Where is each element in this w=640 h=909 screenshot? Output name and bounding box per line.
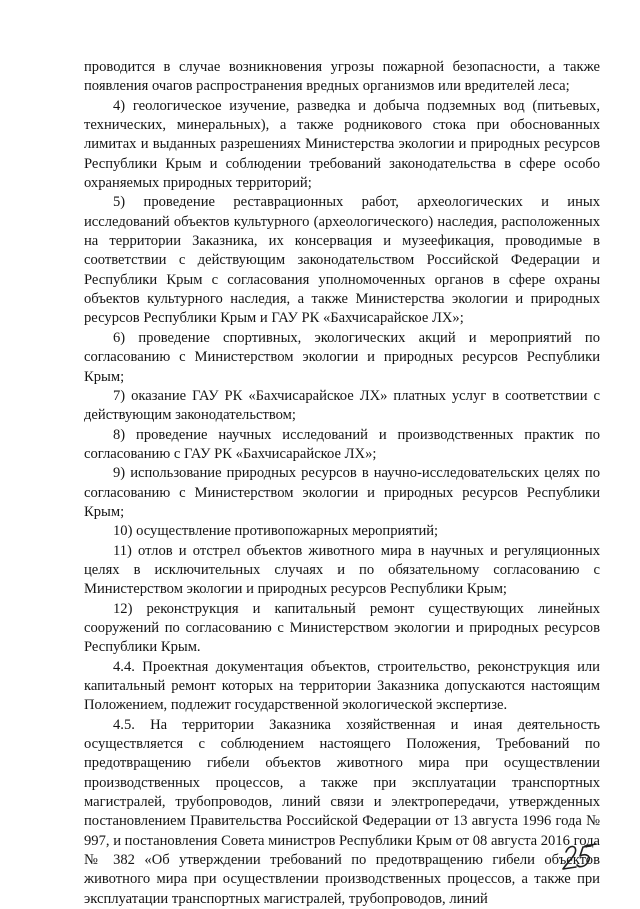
paragraph-item-8: 8) проведение научных исследований и производственных практик по согласованию с ГАУ РК «Бахчисарайское ЛХ»; (84, 426, 600, 462)
paragraph-item-7: 7) оказание ГАУ РК «Бахчисарайское ЛХ» платных услуг в соответствии с действующим законодательством; (84, 387, 600, 424)
paragraph-item-5: 5) проведение реставрационных работ, археологических и иных исследований объектов культурного (археологического) наследия, расположенных на территории Заказника, их консервация и музеефикация, проводимые в соответствии с действующим законодательством Российской Федерации и Республики Крым с согласования уполномоченных органов в сфере охраны объектов культурного наследия, а также Министерства экологии и природных ресурсов Республики Крым и ГАУ РК «Бахчисарайское ЛХ»; (84, 194, 600, 327)
paragraph-section-4-5: 4.5. На территории Заказника хозяйственная и иная деятельность осуществляется с соблюдением настоящего Положения, Требований по предотвращению гибели объектов животного мира при осуществлении производственных процессов, а также при эксплуатации транспортных магистралей, трубопроводов, линий связи и электропередачи, утвержденных постановлением Правительства Российской Федерации от 13 августа 1996 года № 997, и постановления Совета министров Республики Крым от 08 августа 2016 года № 382 «Об утверждении требований по предотвращению гибели объектов животного мира при осуществлении производственных процессов, а также при эксплуатации транспортных магистралей, трубопроводов, линий (84, 716, 600, 907)
paragraph-item-4: 4) геологическое изучение, разведка и добыча подземных вод (питьевых, технических, минеральных), а также родникового стока при обоснованных лимитах и выданных разрешениях Министерства экологии и природных ресурсов Республики Крым и соблюдении требований законодательства в сфере особо охраняемых природных территорий; (84, 97, 600, 192)
paragraph-continuation: проводится в случае возникновения угрозы пожарной безопасности, а также появления очагов распространения вредных организмов или вредителей леса; (84, 59, 600, 95)
paragraph-item-9: 9) использование природных ресурсов в научно-исследовательских целях по согласованию с Министерством экологии и природных ресурсов Республики Крым; (84, 465, 600, 520)
paragraph-section-4-4: 4.4. Проектная документация объектов, строительство, реконструкция или капитальный ремонт которых на территории Заказника допускаются настоящим Положением, подлежит государственной экологической экспертизе. (84, 658, 600, 714)
document-page (84, 58, 600, 909)
paragraph-item-11: 11) отлов и отстрел объектов животного мира в научных и регуляционных целях в исключительных случаях и по обязательному согласованию с Министерством экологии и природных ресурсов Республики Крым; (84, 542, 600, 598)
paragraph-item-12: 12) реконструкция и капитальный ремонт существующих линейных сооружений по согласованию с Министерством экологии и природных ресурсов Республики Крым. (84, 600, 600, 656)
handwritten-page-number (560, 838, 610, 878)
paragraph-item-6: 6) проведение спортивных, экологических акций и мероприятий по согласованию с Министерством экологии и природных ресурсов Республики Крым; (84, 329, 600, 385)
paragraph-item-10: 10) осуществление противопожарных мероприятий; (113, 523, 439, 540)
